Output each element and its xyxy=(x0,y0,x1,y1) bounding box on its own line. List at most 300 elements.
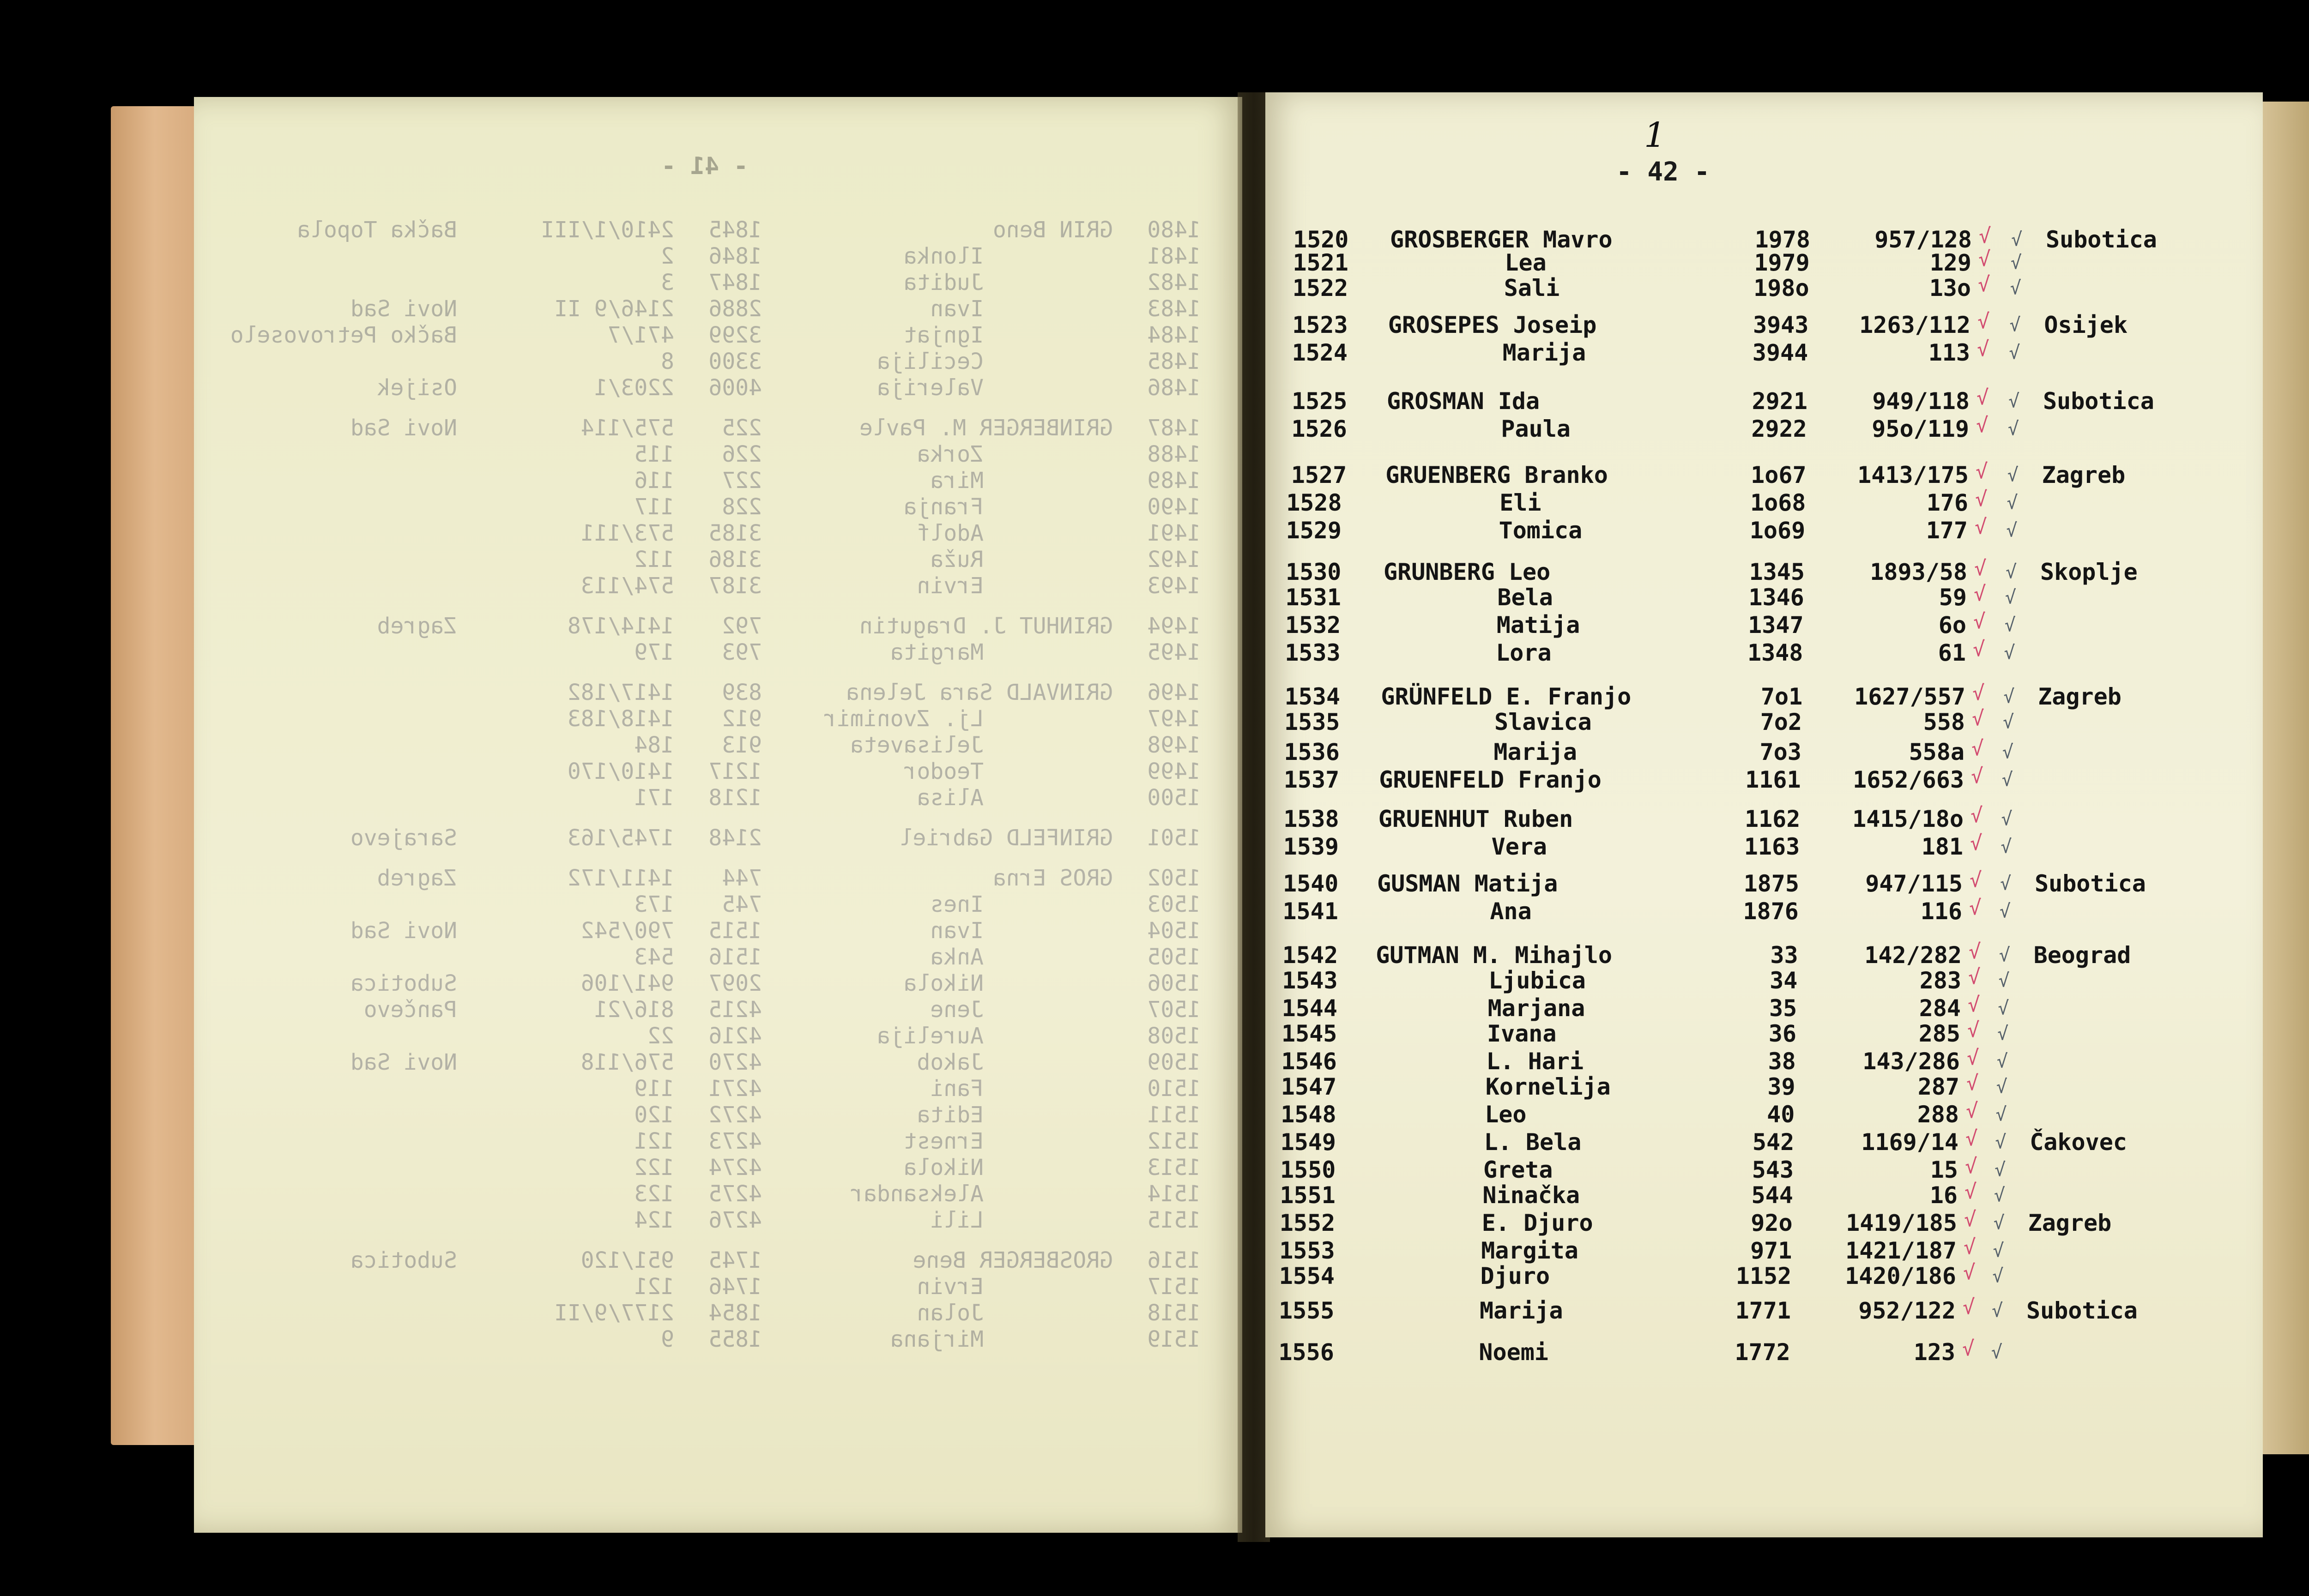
given-name: Franja xyxy=(903,494,984,520)
pencil-check-mark: √ xyxy=(1999,901,2011,922)
record-number: 4276 xyxy=(708,1207,762,1233)
pencil-check-mark: √ xyxy=(1993,1240,2004,1261)
pink-check-mark: √ xyxy=(1973,638,1985,661)
pencil-check-mark: √ xyxy=(2008,391,2020,412)
entry-number: 1555 xyxy=(1279,1297,1335,1324)
given-name: Ervin xyxy=(917,1274,984,1300)
given-name: Tomica xyxy=(1499,517,1583,544)
reference-number: 2203/1 xyxy=(594,375,674,401)
reference-number: 283 xyxy=(1919,967,1961,994)
record-number: 1346 xyxy=(1748,584,1804,611)
entry-number: 1527 xyxy=(1291,462,1347,488)
reference-number: 1745/163 xyxy=(567,825,674,851)
right-page-number: - 42 - xyxy=(1616,157,1710,187)
record-number: 3185 xyxy=(708,520,762,546)
entry-number: 1528 xyxy=(1286,489,1342,516)
record-number: 792 xyxy=(722,613,762,639)
pencil-check-mark: √ xyxy=(2004,642,2015,663)
reference-number: 112 xyxy=(634,547,674,572)
reference-number: 2177/9/II xyxy=(554,1300,674,1326)
reference-number: 1418/183 xyxy=(567,706,674,732)
record-number: 4275 xyxy=(708,1181,762,1207)
pencil-check-mark: √ xyxy=(2003,711,2014,733)
entry-number: 1549 xyxy=(1280,1129,1336,1156)
entry-number: 1513 xyxy=(1147,1155,1201,1180)
given-name: Ilonka xyxy=(903,243,984,269)
entry-number: 1518 xyxy=(1147,1300,1201,1326)
city-name: Novi Sad xyxy=(350,415,457,441)
reference-number: 1415/18o xyxy=(1852,806,1964,832)
reference-number: 13o xyxy=(1929,275,1971,301)
reference-number: 181 xyxy=(1921,833,1963,860)
given-name: Jolan xyxy=(917,1300,984,1326)
pencil-check-mark: √ xyxy=(2009,314,2021,336)
entry-number: 1543 xyxy=(1282,967,1338,994)
reverse-register-row xyxy=(194,547,1242,575)
reference-number: 1414/178 xyxy=(567,613,674,639)
register-row xyxy=(1265,1073,2263,1103)
given-name: Ivan xyxy=(930,296,984,322)
pink-check-mark: √ xyxy=(1977,337,1989,361)
reference-number: 61 xyxy=(1938,639,1966,666)
reference-number: 143/286 xyxy=(1862,1048,1960,1075)
record-number: 3299 xyxy=(708,322,762,348)
entry-number: 1504 xyxy=(1147,918,1201,944)
pencil-check-mark: √ xyxy=(2009,342,2020,363)
record-number: 1845 xyxy=(708,217,762,243)
record-number: 1348 xyxy=(1747,639,1803,666)
pink-check-mark: √ xyxy=(1964,1208,1977,1231)
entry-number: 1554 xyxy=(1279,1263,1335,1289)
reference-number: 284 xyxy=(1919,995,1961,1022)
record-number: 198o xyxy=(1753,275,1809,301)
record-number: 92o xyxy=(1751,1210,1793,1236)
reference-number: 123 xyxy=(1913,1339,1955,1366)
register-row xyxy=(1265,709,2263,738)
family-name: GRUENHUT Ruben xyxy=(1378,806,1573,832)
pencil-check-mark: √ xyxy=(1992,1300,2003,1321)
entry-number: 1487 xyxy=(1147,415,1201,441)
record-number: 1978 xyxy=(1754,226,1810,253)
given-name: Lora xyxy=(1496,639,1552,666)
reverse-register-row xyxy=(194,865,1242,894)
reference-number: 142/282 xyxy=(1864,942,1962,969)
entry-number: 1491 xyxy=(1147,520,1201,546)
reverse-register-row xyxy=(194,825,1242,854)
family-name: GUSMAN Matija xyxy=(1377,870,1558,897)
given-name: Ljubica xyxy=(1488,967,1586,994)
pink-check-mark: √ xyxy=(1976,414,1989,437)
reverse-register-row xyxy=(194,891,1242,920)
pencil-check-mark: √ xyxy=(2001,836,2012,857)
record-number: 1163 xyxy=(1744,833,1800,860)
city-name: Subotica xyxy=(350,1247,457,1273)
entry-number: 1546 xyxy=(1281,1048,1337,1075)
pink-check-mark: √ xyxy=(1964,1235,1976,1259)
given-name: Ruža xyxy=(930,547,984,572)
entry-number: 1532 xyxy=(1285,612,1341,638)
entry-number: 1522 xyxy=(1292,275,1348,301)
record-number: 912 xyxy=(722,706,762,732)
reference-number: 117 xyxy=(634,494,674,520)
reference-number: 123 xyxy=(634,1181,674,1207)
record-number: 39 xyxy=(1767,1073,1795,1100)
reference-number: 1410/170 xyxy=(567,759,674,784)
reference-number: 947/115 xyxy=(1865,870,1963,897)
city-name: Zagreb xyxy=(2028,1210,2112,1236)
given-name: Marjana xyxy=(1487,995,1585,1022)
record-number: 1o69 xyxy=(1749,517,1806,544)
reference-number: 2410/1/III xyxy=(541,217,674,243)
reverse-register-row xyxy=(194,375,1242,404)
city-name: Bačka Topola xyxy=(297,217,457,243)
register-row xyxy=(1265,584,2263,614)
entry-number: 1521 xyxy=(1293,249,1348,276)
given-name: Eli xyxy=(1499,489,1541,516)
reference-number: 120 xyxy=(634,1102,674,1128)
reference-number: 15 xyxy=(1930,1156,1958,1183)
reverse-register-row xyxy=(194,639,1242,668)
pencil-check-mark: √ xyxy=(2010,252,2022,273)
family-name: GRINFELD Gabriel xyxy=(899,825,1113,851)
entry-number: 1505 xyxy=(1147,944,1201,970)
given-name: Slavica xyxy=(1494,709,1592,735)
register-row xyxy=(1265,806,2263,835)
given-name: Anka xyxy=(930,944,984,970)
reverse-register-row xyxy=(194,468,1242,496)
register-row xyxy=(1265,870,2263,900)
entry-number: 1485 xyxy=(1147,349,1201,374)
reverse-register-row xyxy=(194,520,1242,549)
given-name: Jelisaveta xyxy=(850,732,984,758)
record-number: 1o67 xyxy=(1751,462,1807,488)
given-name: Margita xyxy=(1481,1237,1578,1264)
reverse-register-row xyxy=(194,322,1242,351)
record-number: 1745 xyxy=(708,1247,762,1273)
record-number: 40 xyxy=(1767,1101,1795,1128)
reference-number: 1263/112 xyxy=(1859,312,1971,338)
reference-number: 949/118 xyxy=(1872,388,1970,415)
left-page-bleedthrough xyxy=(194,97,1242,1533)
record-number: 3300 xyxy=(708,349,762,374)
given-name: Paula xyxy=(1501,416,1571,442)
reference-number: 173 xyxy=(634,891,674,917)
entry-number: 1523 xyxy=(1292,312,1348,338)
pink-check-mark: √ xyxy=(1966,1072,1979,1095)
entry-number: 1502 xyxy=(1147,865,1201,891)
record-number: 1218 xyxy=(708,785,762,811)
given-name: Ivan xyxy=(930,918,984,944)
reference-number: 124 xyxy=(634,1207,674,1233)
entry-number: 1496 xyxy=(1147,680,1201,705)
reverse-register-row xyxy=(194,243,1242,272)
given-name: Jakob xyxy=(917,1049,984,1075)
given-name: Noemi xyxy=(1479,1339,1548,1366)
record-number: 543 xyxy=(1752,1156,1794,1183)
reference-number: 558 xyxy=(1923,709,1965,735)
entry-number: 1544 xyxy=(1281,995,1338,1022)
entry-number: 1519 xyxy=(1147,1326,1201,1352)
reference-number: 543 xyxy=(634,944,674,970)
pink-check-mark: √ xyxy=(1979,224,1991,248)
reference-number: 1652/663 xyxy=(1853,766,1964,793)
record-number: 1345 xyxy=(1749,559,1805,585)
record-number: 913 xyxy=(722,732,762,758)
reference-number: 9 xyxy=(661,1326,674,1352)
record-number: 2148 xyxy=(708,825,762,851)
record-number: 1854 xyxy=(708,1300,762,1326)
family-name: GRINVALD Sara Jelena xyxy=(846,680,1113,705)
entry-number: 1495 xyxy=(1147,639,1201,665)
entry-number: 1511 xyxy=(1147,1102,1201,1128)
page-edge xyxy=(2258,102,2309,1454)
register-row xyxy=(1265,1020,2263,1050)
reverse-register-row xyxy=(194,944,1242,973)
register-row xyxy=(1265,1263,2263,1292)
record-number: 3187 xyxy=(708,573,762,599)
pink-check-mark: √ xyxy=(1968,993,1980,1017)
given-name: Leo xyxy=(1485,1101,1527,1128)
reference-number: 790/542 xyxy=(580,918,674,944)
record-number: 227 xyxy=(722,468,762,494)
city-name: Osijek xyxy=(377,375,457,401)
given-name: Cecilija xyxy=(876,349,984,374)
given-name: Ivana xyxy=(1487,1020,1557,1047)
city-name: Subotica xyxy=(350,970,457,996)
reverse-register-row xyxy=(194,415,1242,444)
pencil-check-mark: √ xyxy=(1992,1265,2004,1287)
pencil-check-mark: √ xyxy=(2000,873,2012,894)
given-name: Nikola xyxy=(903,970,984,996)
entry-number: 1503 xyxy=(1147,891,1201,917)
reference-number: 176 xyxy=(1926,489,1968,516)
entry-number: 1540 xyxy=(1283,870,1339,897)
pink-check-mark: √ xyxy=(1971,804,1983,827)
pencil-check-mark: √ xyxy=(1996,1051,2008,1072)
entry-number: 1551 xyxy=(1280,1182,1336,1209)
reference-number: 952/122 xyxy=(1858,1297,1956,1324)
register-row xyxy=(1265,489,2263,519)
record-number: 4273 xyxy=(708,1128,762,1154)
reference-number: 816/21 xyxy=(594,997,674,1023)
given-name: Edita xyxy=(917,1102,984,1128)
pencil-check-mark: √ xyxy=(2007,418,2019,440)
given-name: Fani xyxy=(930,1076,984,1102)
reverse-register-row xyxy=(194,1300,1242,1329)
pencil-check-mark: √ xyxy=(1998,970,2010,991)
record-number: 2921 xyxy=(1752,388,1807,415)
family-name: GROSMAN Ida xyxy=(1387,388,1540,415)
entry-number: 1498 xyxy=(1147,732,1201,758)
given-name: Marija xyxy=(1502,339,1586,366)
given-name: Marija xyxy=(1493,739,1578,765)
reverse-register-row xyxy=(194,1155,1242,1183)
family-name: GUTMAN M. Mihajlo xyxy=(1376,942,1612,969)
record-number: 4006 xyxy=(708,375,762,401)
register-row xyxy=(1265,462,2263,491)
pencil-check-mark: √ xyxy=(2001,769,2013,790)
given-name: Judita xyxy=(903,270,984,295)
record-number: 1979 xyxy=(1754,249,1810,276)
record-number: 35 xyxy=(1769,995,1797,1022)
entry-number: 1488 xyxy=(1147,441,1201,467)
right-page xyxy=(1265,92,2263,1537)
entry-number: 1480 xyxy=(1147,217,1201,243)
reference-number: 16 xyxy=(1929,1182,1958,1209)
given-name: Adolf xyxy=(917,520,984,546)
register-row xyxy=(1265,517,2263,547)
pencil-check-mark: √ xyxy=(2001,808,2013,830)
given-name: Mira xyxy=(930,468,984,494)
city-name: Zagreb xyxy=(377,865,457,891)
pink-check-mark: √ xyxy=(1971,765,1983,788)
record-number: 2922 xyxy=(1751,416,1807,442)
given-name: Greta xyxy=(1483,1156,1553,1183)
pink-check-mark: √ xyxy=(1970,868,1982,892)
pencil-check-mark: √ xyxy=(1996,1076,2007,1097)
entry-number: 1529 xyxy=(1286,517,1342,544)
reverse-register-row xyxy=(194,1247,1242,1276)
reference-number: 288 xyxy=(1917,1101,1959,1128)
family-name: GRUENBERG Branko xyxy=(1385,462,1608,488)
reference-number: 2 xyxy=(661,243,674,269)
city-name: Bačko Petrovoselo xyxy=(230,322,457,348)
reverse-register-row xyxy=(194,1326,1242,1355)
pink-check-mark: √ xyxy=(1978,247,1991,271)
record-number: 225 xyxy=(722,415,762,441)
record-number: 7o2 xyxy=(1760,709,1802,735)
city-name: Zagreb xyxy=(2042,462,2126,488)
reverse-register-row xyxy=(194,573,1242,602)
entry-number: 1501 xyxy=(1147,825,1201,851)
reverse-register-row xyxy=(194,1128,1242,1157)
entry-number: 1515 xyxy=(1147,1207,1201,1233)
record-number: 4270 xyxy=(708,1049,762,1075)
entry-number: 1500 xyxy=(1147,785,1201,811)
pencil-check-mark: √ xyxy=(1993,1212,2005,1234)
given-name: Margita xyxy=(890,639,984,665)
given-name: Ana xyxy=(1490,898,1532,925)
reverse-register-row xyxy=(194,349,1242,377)
city-name: Skoplje xyxy=(2040,559,2138,585)
register-row xyxy=(1265,1129,2263,1158)
register-row xyxy=(1265,416,2263,445)
reverse-register-row xyxy=(194,270,1242,298)
record-number: 544 xyxy=(1751,1182,1793,1209)
register-row xyxy=(1265,739,2263,768)
city-name: Subotica xyxy=(2026,1297,2138,1324)
reverse-register-row xyxy=(194,441,1242,470)
record-number: 1855 xyxy=(708,1326,762,1352)
reference-number: 179 xyxy=(634,639,674,665)
reference-number: 575/114 xyxy=(580,415,674,441)
reference-number: 1169/14 xyxy=(1861,1129,1958,1156)
record-number: 1516 xyxy=(708,944,762,970)
record-number: 1217 xyxy=(708,759,762,784)
reference-number: 558a xyxy=(1909,739,1964,765)
entry-number: 1553 xyxy=(1279,1237,1335,1264)
record-number: 1847 xyxy=(708,270,762,295)
pencil-check-mark: √ xyxy=(2011,229,2023,250)
pink-check-mark: √ xyxy=(1966,1099,1978,1123)
family-name: GRÜNFELD E. Franjo xyxy=(1381,683,1632,710)
pink-check-mark: √ xyxy=(1972,681,1985,705)
pencil-check-mark: √ xyxy=(2004,614,2016,636)
record-number: 36 xyxy=(1768,1020,1796,1047)
reference-number: 957/128 xyxy=(1874,226,1972,253)
given-name: Ernest xyxy=(903,1128,984,1154)
city-name: Osijek xyxy=(2044,312,2128,338)
entry-number: 1492 xyxy=(1147,547,1201,572)
pencil-check-mark: √ xyxy=(1995,1132,2007,1153)
reference-number: 116 xyxy=(634,468,674,494)
record-number: 2097 xyxy=(708,970,762,996)
record-number: 2886 xyxy=(708,296,762,322)
pencil-check-mark: √ xyxy=(1995,1159,2006,1180)
entry-number: 1509 xyxy=(1147,1049,1201,1075)
pencil-check-mark: √ xyxy=(2003,686,2015,707)
pink-check-mark: √ xyxy=(1969,940,1981,964)
left-page-number: - 41 - xyxy=(661,152,748,180)
reference-number: 121 xyxy=(634,1274,674,1300)
reference-number: 184 xyxy=(634,732,674,758)
pencil-check-mark: √ xyxy=(2010,277,2021,299)
pink-check-mark: √ xyxy=(1964,1180,1977,1204)
record-number: 34 xyxy=(1770,967,1798,994)
reference-number: 121 xyxy=(634,1128,674,1154)
reverse-register-row xyxy=(194,1274,1242,1302)
record-number: 542 xyxy=(1752,1129,1795,1156)
reference-number: 1420/186 xyxy=(1845,1263,1956,1289)
entry-number: 1494 xyxy=(1147,613,1201,639)
reference-number: 1411/172 xyxy=(567,865,674,891)
pink-check-mark: √ xyxy=(1976,460,1988,483)
family-name: GRUNBERG Leo xyxy=(1384,559,1551,585)
record-number: 793 xyxy=(722,639,762,665)
entry-number: 1542 xyxy=(1282,942,1338,969)
register-row xyxy=(1265,833,2263,863)
pink-check-mark: √ xyxy=(1967,1046,1979,1070)
record-number: 971 xyxy=(1750,1237,1792,1264)
record-number: 1515 xyxy=(708,918,762,944)
pencil-check-mark: √ xyxy=(2007,464,2019,486)
entry-number: 1510 xyxy=(1147,1076,1201,1102)
reference-number: 576/118 xyxy=(580,1049,674,1075)
record-number: 744 xyxy=(722,865,762,891)
given-name: Teodor xyxy=(903,759,984,784)
record-number: 226 xyxy=(722,441,762,467)
record-number: 4274 xyxy=(708,1155,762,1180)
record-number: 7o3 xyxy=(1759,739,1801,765)
given-name: Sali xyxy=(1504,275,1560,301)
reference-number: 941/106 xyxy=(580,970,674,996)
reference-number: 3 xyxy=(661,270,674,295)
entry-number: 1483 xyxy=(1147,296,1201,322)
pencil-check-mark: √ xyxy=(1991,1342,2002,1363)
reference-number: 119 xyxy=(634,1076,674,1102)
reverse-register-row xyxy=(194,494,1242,523)
family-name: GROSEPES Josеip xyxy=(1388,312,1597,338)
record-number: 1347 xyxy=(1748,612,1804,638)
family-name: GROSBERGER Mavro xyxy=(1390,226,1613,253)
city-name: Beograd xyxy=(2033,942,2131,969)
record-number: 4216 xyxy=(708,1023,762,1049)
record-number: 1876 xyxy=(1743,898,1799,925)
pink-check-mark: √ xyxy=(1962,1337,1975,1361)
reference-number: 1627/557 xyxy=(1854,683,1965,710)
given-name: Ervin xyxy=(917,573,984,599)
given-name: Aurelija xyxy=(876,1023,984,1049)
